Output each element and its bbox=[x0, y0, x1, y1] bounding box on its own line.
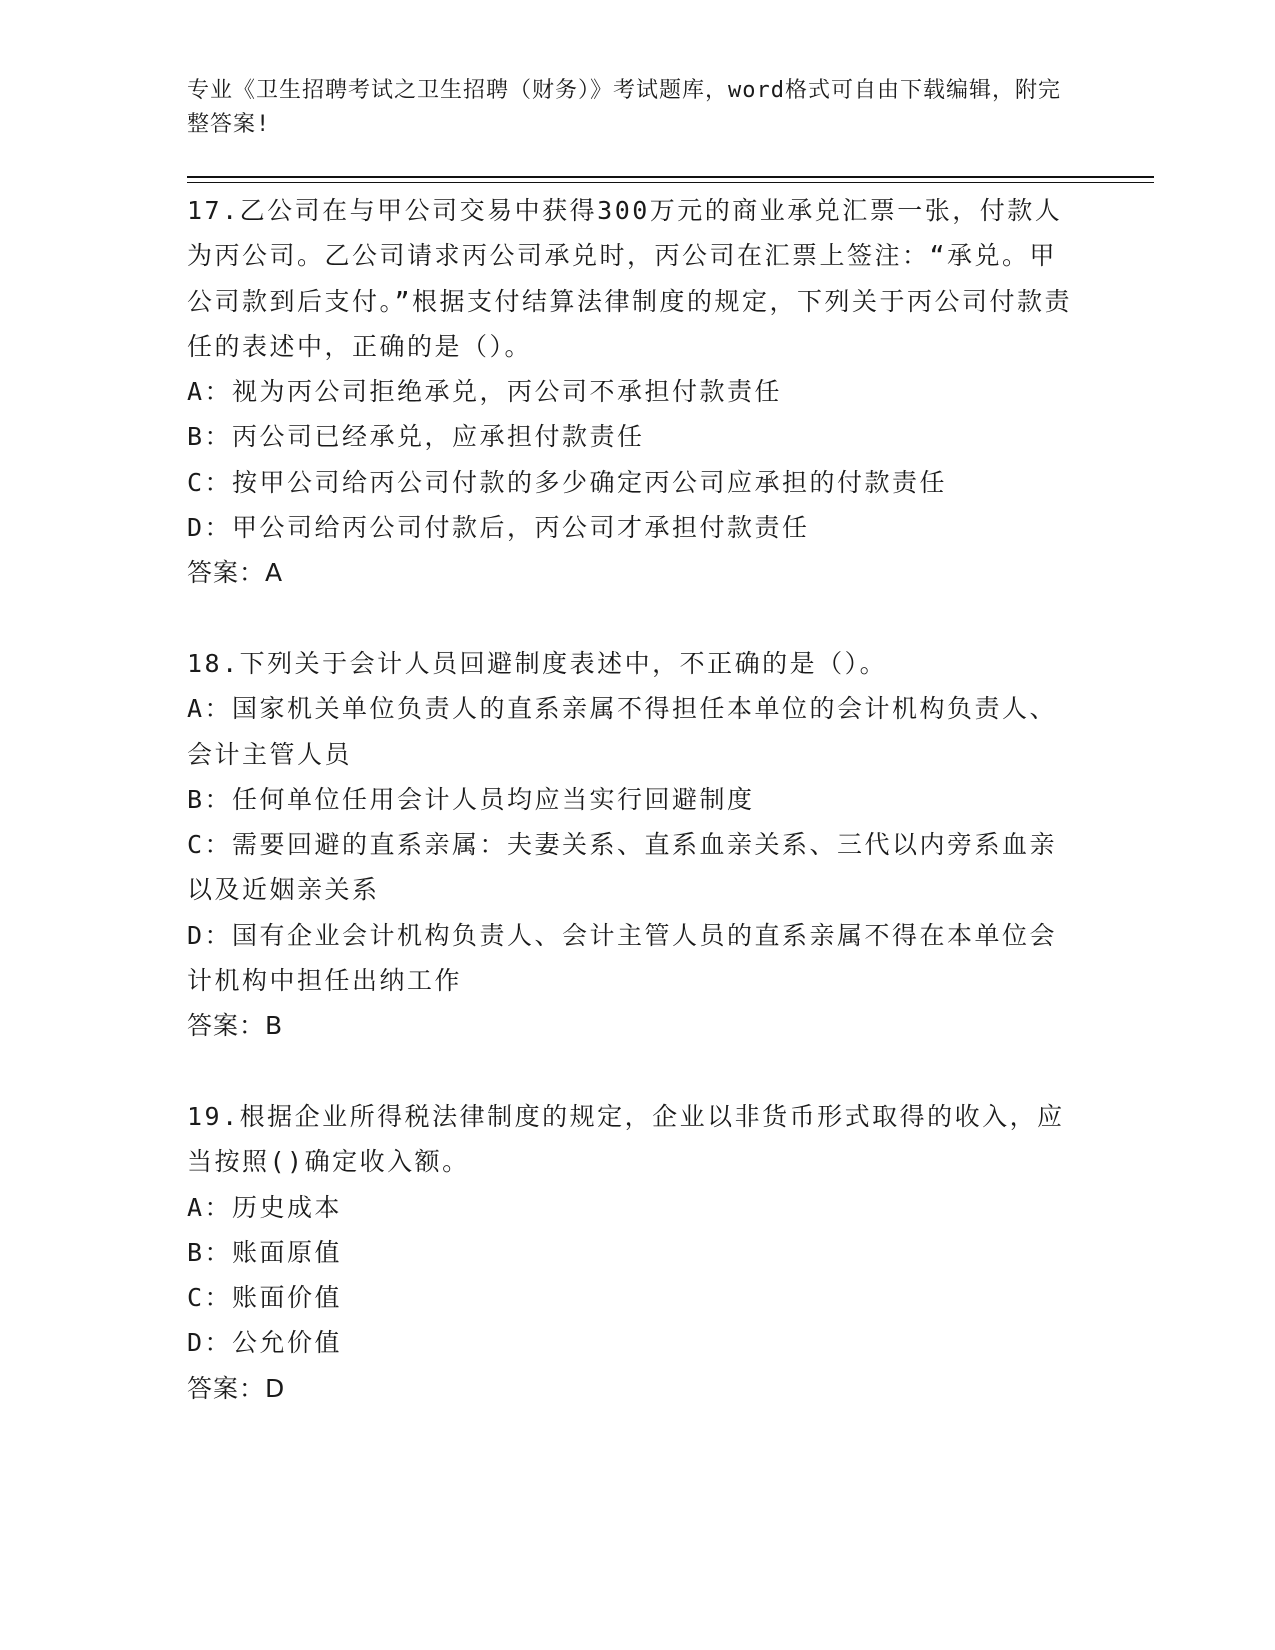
question-17 bbox=[187, 188, 1077, 596]
question-stem: 19.根据企业所得税法律制度的规定，企业以非货币形式取得的收入，应当按照()确定收入额。 bbox=[187, 1101, 1065, 1177]
option-b: B：账面原值 bbox=[187, 1237, 343, 1267]
header-divider-thick bbox=[187, 176, 1154, 178]
option-b: B：丙公司已经承兑，应承担付款责任 bbox=[187, 422, 645, 452]
question-18 bbox=[187, 641, 1077, 1049]
option-b: B：任何单位任用会计人员均应当实行回避制度 bbox=[187, 784, 755, 814]
option-d: D：国有企业会计机构负责人、会计主管人员的直系亲属不得在本单位会计机构中担任出纳工作 bbox=[187, 920, 1058, 996]
option-d: D：甲公司给丙公司付款后，丙公司才承担付款责任 bbox=[187, 513, 810, 543]
answer: 答案：A bbox=[187, 558, 284, 588]
option-c: C：按甲公司给丙公司付款的多少确定丙公司应承担的付款责任 bbox=[187, 467, 948, 497]
question-stem: 17.乙公司在与甲公司交易中获得300万元的商业承兑汇票一张，付款人为丙公司。乙公司请求丙公司承兑时，丙公司在汇票上签注：“承兑。甲公司款到后支付。”根据支付结算法律制度的规定，下列关于丙公司付款责任的表述中，正确的是（）。 bbox=[187, 196, 1073, 361]
question-stem: 18.下列关于会计人员回避制度表述中，不正确的是（）。 bbox=[187, 648, 888, 678]
answer: 答案：B bbox=[187, 1011, 284, 1041]
option-a: A：历史成本 bbox=[187, 1192, 343, 1222]
option-c: C：需要回避的直系亲属：夫妻关系、直系血亲关系、三代以内旁系血亲以及近姻亲关系 bbox=[187, 830, 1058, 905]
option-a: A：国家机关单位负责人的直系亲属不得担任本单位的会计机构负责人、会计主管人员 bbox=[187, 694, 1058, 769]
question-list bbox=[187, 188, 1077, 1456]
header-divider-thin bbox=[187, 182, 1154, 183]
document-header bbox=[187, 74, 1067, 142]
option-a: A：视为丙公司拒绝承兑，丙公司不承担付款责任 bbox=[187, 377, 783, 407]
option-d: D：公允价值 bbox=[187, 1328, 343, 1358]
question-19 bbox=[187, 1094, 1077, 1411]
header-text: 专业《卫生招聘考试之卫生招聘（财务）》考试题库，word格式可自由下载编辑，附完整答案! bbox=[187, 78, 1061, 137]
answer: 答案：D bbox=[187, 1373, 286, 1403]
option-c: C：账面价值 bbox=[187, 1283, 343, 1313]
